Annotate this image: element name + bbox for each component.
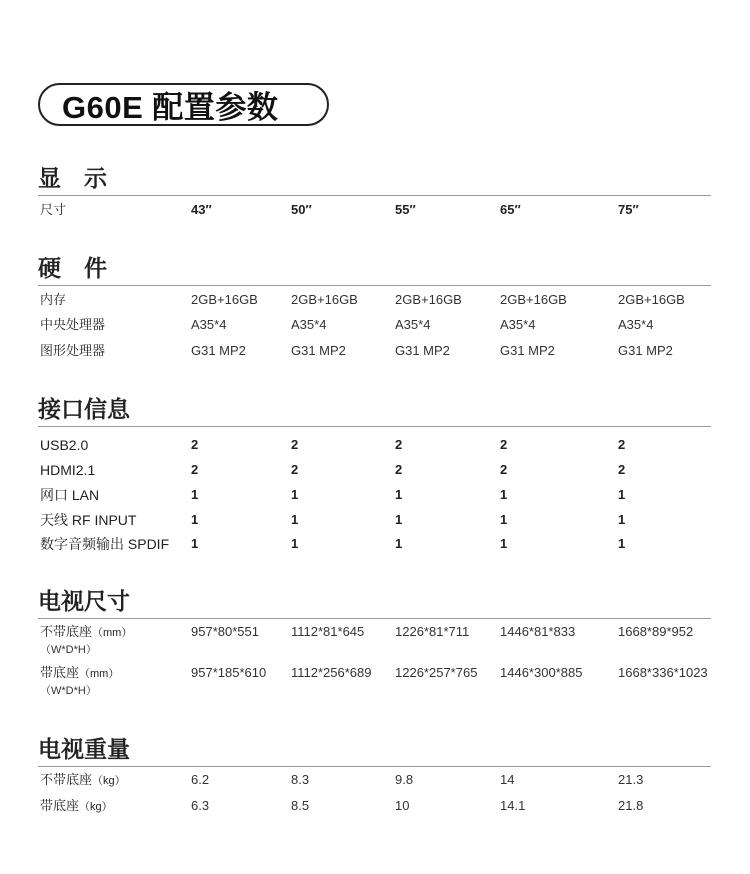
spec-row-usb	[38, 436, 711, 454]
table-cell: 957*80*551	[191, 624, 259, 639]
section-tv-weight	[38, 736, 711, 813]
divider	[38, 195, 711, 196]
divider	[38, 618, 711, 619]
table-cell: 2GB+16GB	[291, 292, 358, 307]
table-cell: 6.2	[191, 772, 210, 787]
table-cell: A35*4	[500, 317, 536, 332]
table-cell: 2	[500, 462, 508, 477]
section-hardware	[38, 255, 711, 358]
row-label: HDMI2.1	[40, 462, 96, 478]
spec-row-weight-no-stand	[38, 771, 711, 789]
table-cell: 14.1	[500, 798, 526, 813]
unit-label: （kg）	[92, 775, 126, 787]
table-cell: 2	[618, 437, 626, 452]
table-cell: 1112*81*645	[291, 624, 365, 639]
section-tv-size	[38, 588, 711, 697]
spec-row-cpu	[38, 316, 711, 334]
table-cell: 1	[191, 536, 199, 551]
table-cell: 2	[191, 437, 199, 452]
table-cell: 1	[618, 536, 626, 551]
page-title: G60E 配置参数	[38, 83, 329, 126]
table-cell: 1226*257*765	[395, 665, 478, 680]
table-cell: 9.8	[395, 772, 414, 787]
row-label: 内存	[40, 292, 67, 307]
dimension-note: （W*D*H）	[40, 685, 97, 697]
table-cell: 1	[191, 487, 199, 502]
row-label: 不带底座（mm）	[40, 624, 133, 639]
spec-row-size-no-stand	[38, 623, 711, 641]
table-cell: 2	[618, 462, 626, 477]
unit-label: （mm）	[79, 668, 120, 680]
table-cell: 1	[500, 487, 508, 502]
unit-label: （mm）	[92, 627, 133, 639]
table-cell: 2	[395, 437, 403, 452]
table-cell: 8.3	[291, 772, 310, 787]
row-label: 数字音频输出 SPDIF	[40, 536, 170, 552]
table-cell: 957*185*610	[191, 665, 267, 680]
table-cell: 2	[395, 462, 403, 477]
table-cell: A35*4	[395, 317, 431, 332]
table-cell: 1	[618, 512, 626, 527]
cell-55: 55″	[395, 202, 416, 217]
table-cell: 14	[500, 772, 515, 787]
table-cell: 1226*81*711	[395, 624, 470, 639]
table-cell: G31 MP2	[191, 343, 246, 358]
table-cell: A35*4	[191, 317, 227, 332]
row-label: 尺寸	[40, 202, 67, 217]
table-cell: 1	[291, 487, 299, 502]
spec-row-gpu	[38, 342, 711, 360]
cell-50: 50″	[291, 202, 312, 217]
table-cell: 2	[500, 437, 508, 452]
table-cell: 1446*81*833	[500, 624, 576, 639]
cell-75: 75″	[618, 202, 639, 217]
table-cell: G31 MP2	[395, 343, 450, 358]
cell-43: 43″	[191, 202, 212, 217]
table-cell: 1	[395, 487, 403, 502]
spec-row-hdmi	[38, 461, 711, 479]
table-cell: 2GB+16GB	[618, 292, 685, 307]
table-cell: 1	[395, 536, 403, 551]
row-label: 带底座（kg）	[40, 798, 113, 813]
table-cell: G31 MP2	[500, 343, 555, 358]
row-label: 中央处理器	[40, 317, 106, 332]
table-cell: 1	[191, 512, 199, 527]
table-cell: 8.5	[291, 798, 310, 813]
table-cell: 2GB+16GB	[500, 292, 567, 307]
table-cell: 2GB+16GB	[395, 292, 462, 307]
section-title-tv-size: 电视尺寸	[38, 588, 130, 614]
spec-row-size-with-stand	[38, 664, 711, 682]
table-cell: 1112*256*689	[291, 665, 372, 680]
table-cell: G31 MP2	[291, 343, 346, 358]
spec-row-size	[38, 201, 711, 219]
table-cell: 10	[395, 798, 410, 813]
table-cell: 1668*336*1023	[618, 665, 708, 680]
spec-row-weight-with-stand	[38, 797, 711, 815]
table-cell: 1	[395, 512, 403, 527]
unit-label: （kg）	[79, 801, 113, 813]
divider	[38, 285, 711, 286]
table-cell: A35*4	[291, 317, 327, 332]
section-title-hardware: 硬 件	[38, 255, 107, 281]
row-label: 带底座（mm）	[40, 665, 120, 680]
table-cell: 2	[291, 462, 299, 477]
spec-row-rf-input	[38, 511, 711, 529]
table-cell: 21.3	[618, 772, 644, 787]
section-ports	[38, 396, 711, 552]
spec-row-memory	[38, 291, 711, 309]
dimension-note: （W*D*H）	[40, 644, 97, 656]
table-cell: 1668*89*952	[618, 624, 694, 639]
table-cell: 1446*300*885	[500, 665, 583, 680]
row-label: 不带底座（kg）	[40, 772, 126, 787]
cell-65: 65″	[500, 202, 521, 217]
section-title-display: 显 示	[38, 165, 107, 191]
divider	[38, 766, 711, 767]
row-label: USB2.0	[40, 437, 89, 453]
table-cell: 1	[618, 487, 626, 502]
table-cell: 2	[291, 437, 299, 452]
spec-row-spdif	[38, 535, 711, 553]
section-title-ports: 接口信息	[38, 396, 130, 422]
table-cell: 2GB+16GB	[191, 292, 258, 307]
table-cell: 6.3	[191, 798, 210, 813]
table-cell: 1	[500, 536, 508, 551]
table-cell: A35*4	[618, 317, 654, 332]
table-cell: G31 MP2	[618, 343, 673, 358]
section-title-tv-weight: 电视重量	[38, 736, 130, 762]
row-label: 天线 RF INPUT	[40, 512, 137, 528]
table-cell: 1	[291, 536, 299, 551]
table-cell: 1	[291, 512, 299, 527]
row-label: 网口 LAN	[40, 487, 100, 503]
table-cell: 1	[500, 512, 508, 527]
table-cell: 2	[191, 462, 199, 477]
section-display	[38, 165, 711, 217]
table-cell: 21.8	[618, 798, 644, 813]
spec-row-lan	[38, 486, 711, 504]
divider	[38, 426, 711, 427]
row-label: 图形处理器	[40, 343, 106, 358]
